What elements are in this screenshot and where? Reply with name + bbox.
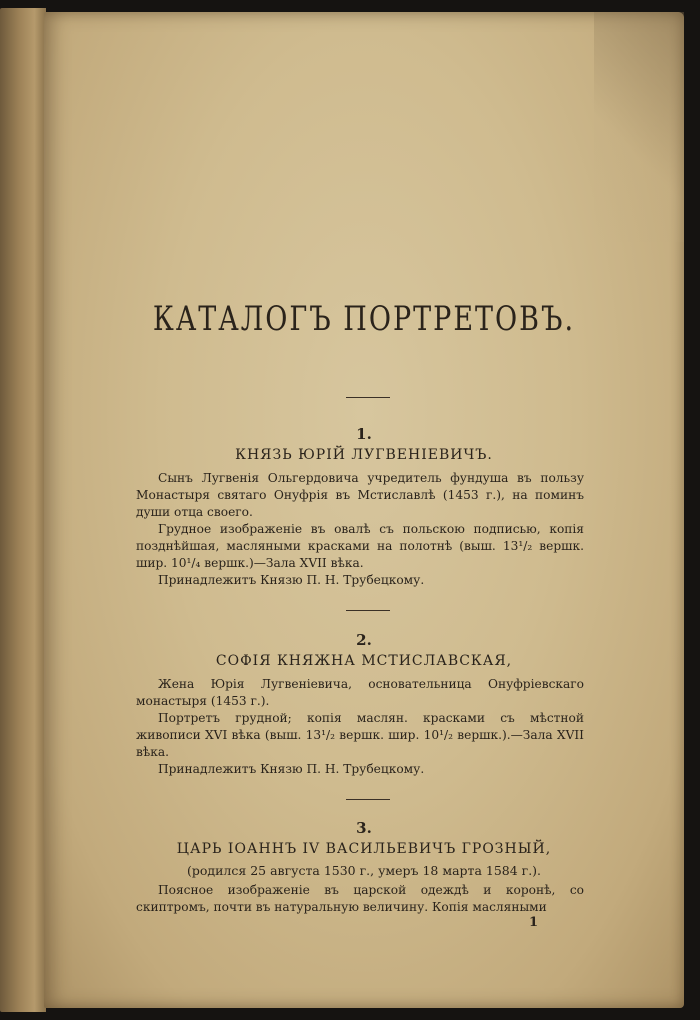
- entry-1-paragraph-3: Принадлежитъ Князю П. Н. Трубецкому.: [158, 573, 425, 587]
- entry-3-subheading: (родился 25 августа 1530 г., умеръ 18 марта 1584 г.).: [186, 863, 542, 878]
- entry-3-number: 3.: [356, 819, 372, 837]
- entry-1-divider: [346, 610, 390, 611]
- left-page-edge: [0, 8, 46, 1012]
- entry-2-divider: [346, 799, 390, 800]
- entry-1-heading: КНЯЗЬ ЮРІЙ ЛУГВЕНІЕВИЧЪ.: [235, 447, 493, 463]
- page-title: КАТАЛОГЪ ПОРТРЕТОВЪ.: [152, 300, 576, 339]
- entry-1-number: 1.: [356, 425, 372, 443]
- entry-2-number: 2.: [356, 631, 372, 649]
- entry-3-paragraph-1: Поясное изображеніе въ царской одеждѣ и коронѣ, со скиптромъ, почти въ натуральную величину. Копія масляными: [136, 883, 584, 914]
- entry-2-paragraph-3: Принадлежитъ Князю П. Н. Трубецкому.: [158, 762, 425, 776]
- entry-1-paragraph-2: Грудное изображеніе въ овалѣ съ польскою подписью, копія позднѣйшая, масляными красками на полотнѣ (выш. 13¹/₂ вершк. шир. 10¹/₄ вершк.)—Зала XVII вѣка.: [136, 522, 584, 570]
- entry-2-heading: СОФІЯ КНЯЖНА МСТИСЛАВСКАЯ,: [215, 653, 513, 669]
- title-divider: [346, 397, 390, 398]
- entry-2-paragraph-1: Жена Юрія Лугвеніевича, основательница Онуфріевскаго монастыря (1453 г.).: [136, 677, 584, 708]
- catalog-page: [44, 12, 684, 1008]
- entry-1-paragraph-1: Сынъ Лугвенія Ольгердовича учредитель фундуша въ пользу Монастыря святаго Онуфрія въ Мстиславлѣ (1453 г.), на поминъ души отца своего.: [136, 471, 584, 519]
- page-number: 1: [529, 915, 539, 930]
- entry-2-paragraph-2: Портретъ грудной; копія маслян. красками съ мѣстной живописи XVI вѣка (выш. 13¹/₂ вершк. шир. 10¹/₂ вершк.).—Зала XVII вѣка.: [136, 711, 584, 759]
- entry-3-heading: ЦАРЬ ІОАННЪ IV ВАСИЛЬЕВИЧЪ ГРОЗНЫЙ,: [176, 841, 552, 857]
